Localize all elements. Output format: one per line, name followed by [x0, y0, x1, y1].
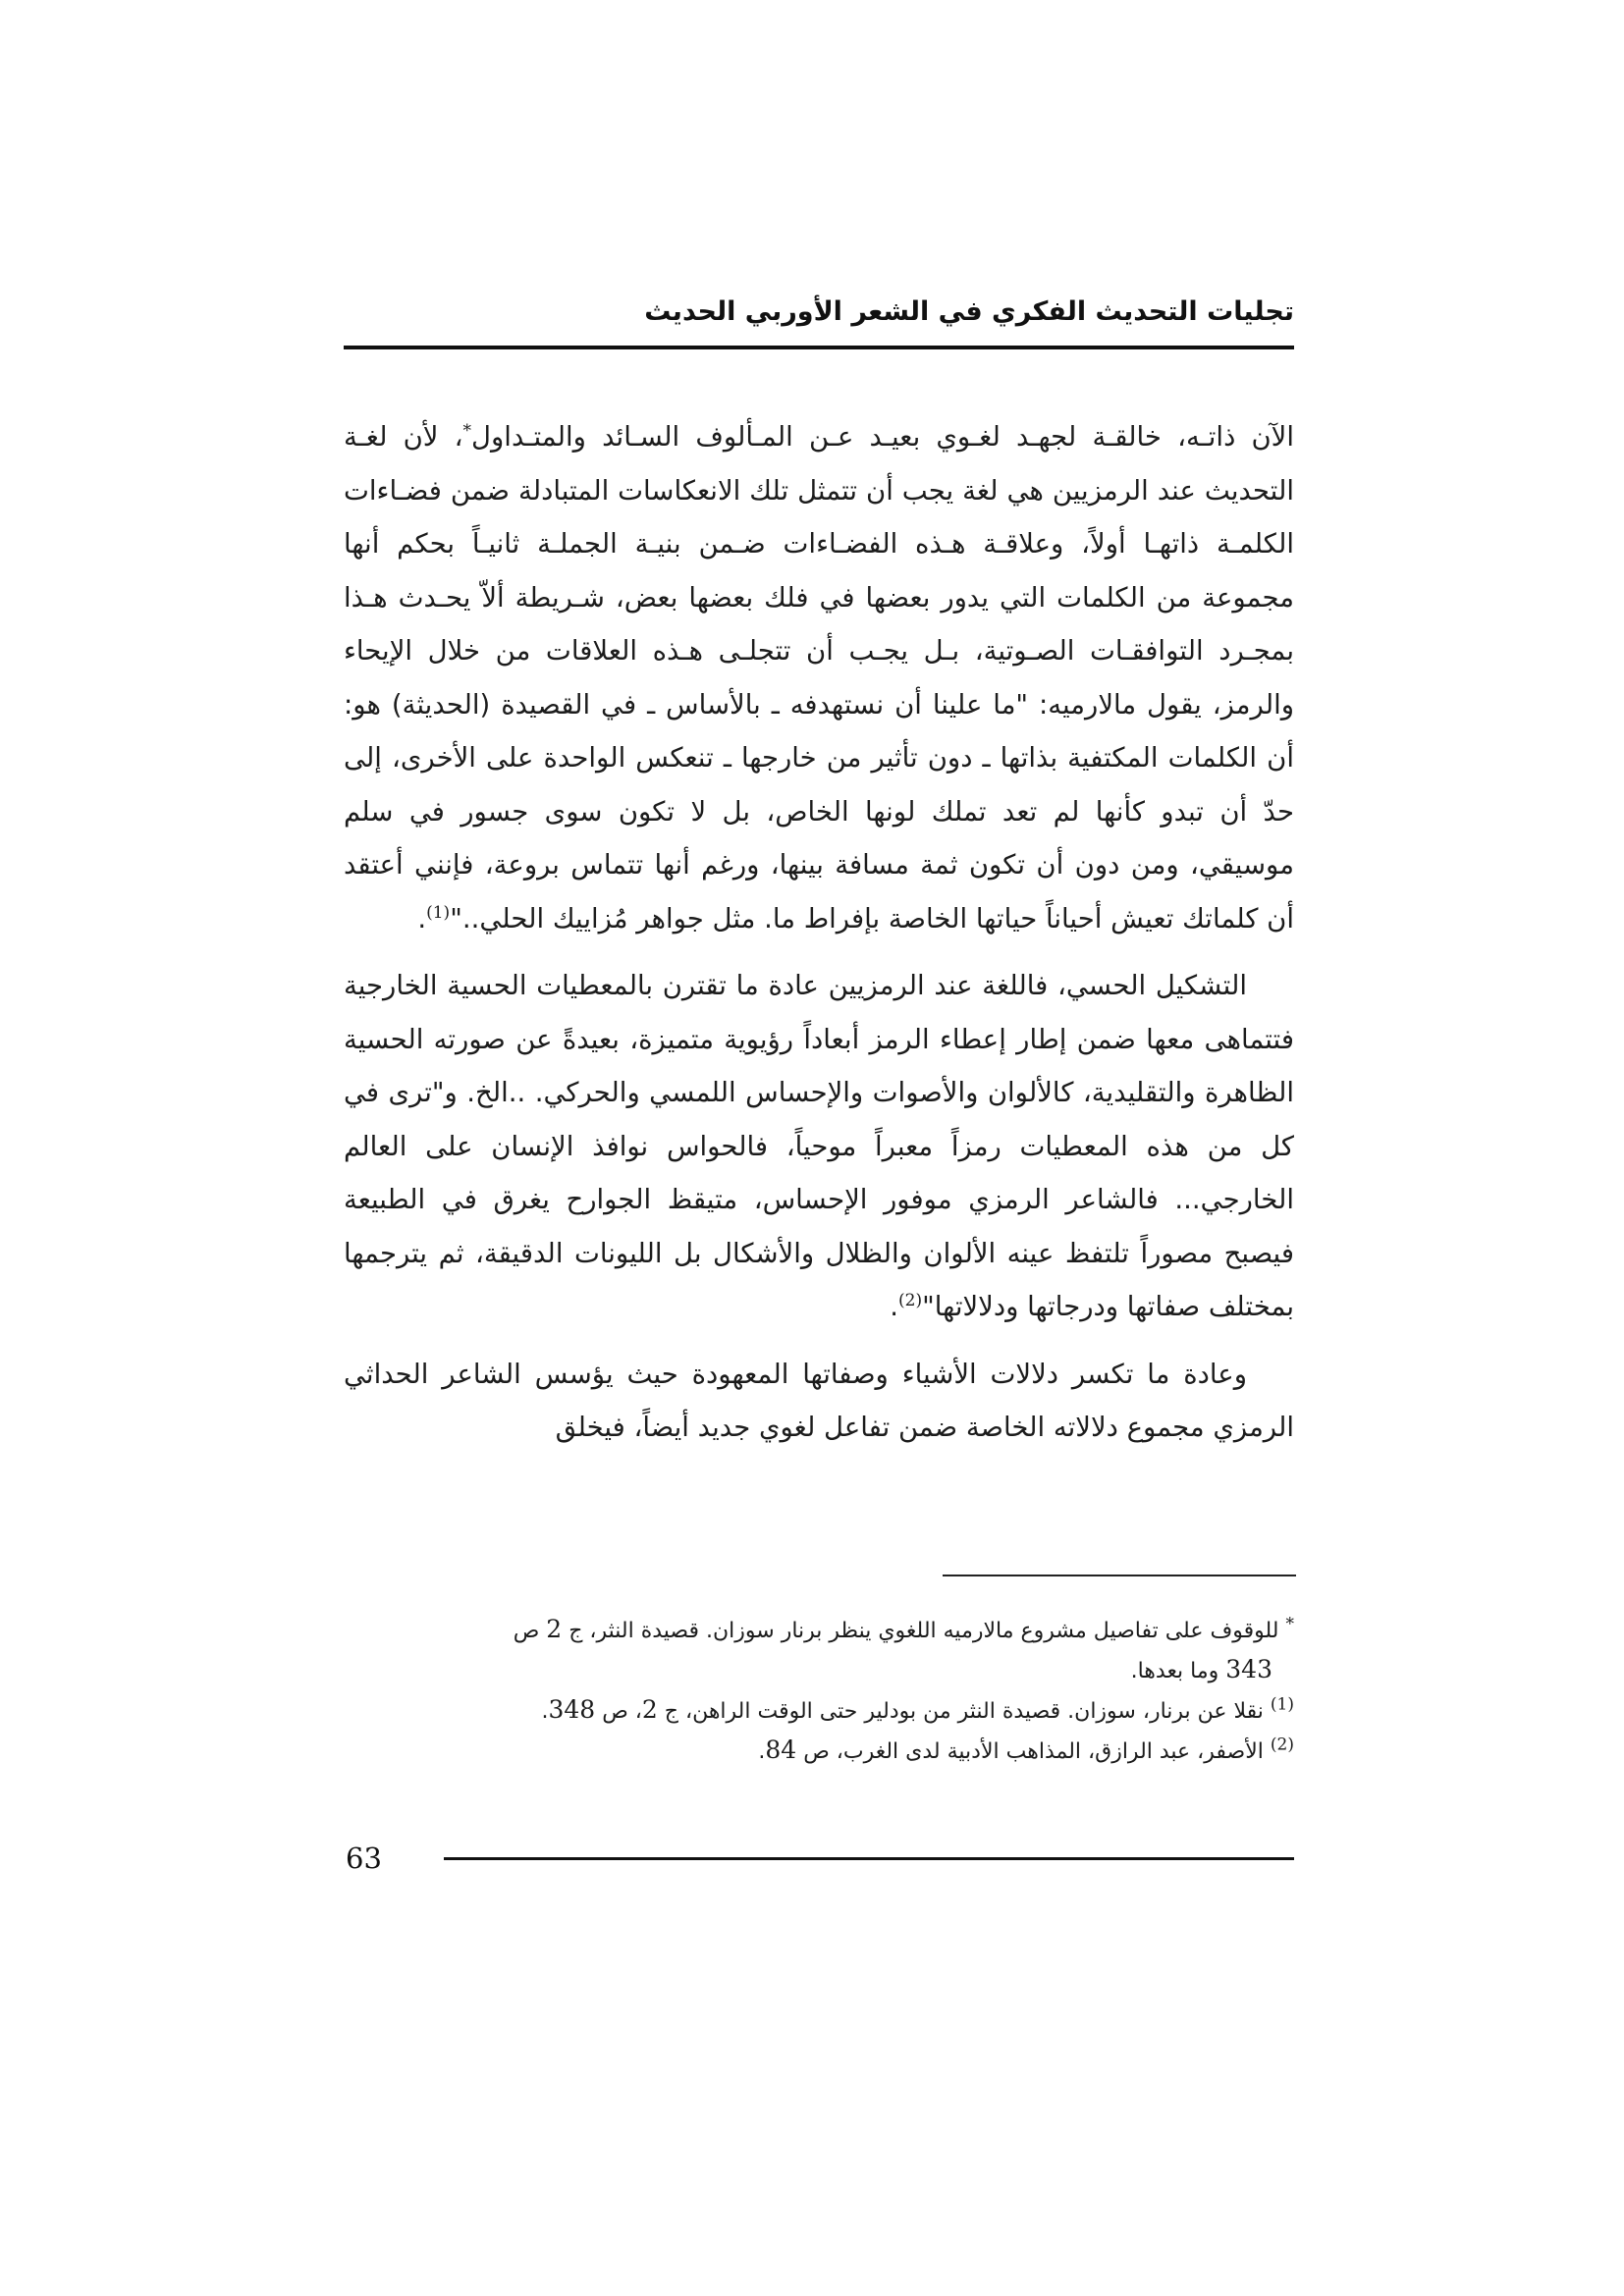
footnote-2-label: (2) [1270, 1735, 1294, 1755]
footnote-star-page: 343 [1225, 1655, 1272, 1683]
footnote-star-page-label: ص [513, 1619, 547, 1643]
footnotes [344, 1610, 1294, 1771]
footnote-star [344, 1610, 1294, 1650]
body-text [344, 410, 1294, 1468]
paragraph-3 [344, 1348, 1294, 1455]
footnote-ref-1: (1) [426, 902, 451, 923]
footnote-star-continued [344, 1650, 1294, 1690]
footnote-ref-2: (2) [898, 1290, 923, 1310]
footnote-star-label: * [1285, 1614, 1294, 1634]
footnote-1-page: 348 [548, 1695, 596, 1724]
footnote-2-end: . [758, 1739, 766, 1764]
footnote-1-mid: ، ص [595, 1699, 642, 1724]
paragraph-1-end: . [417, 902, 427, 934]
paragraph-2 [344, 959, 1294, 1334]
footnote-2-page: 84 [765, 1735, 797, 1764]
footnote-1 [344, 1690, 1294, 1731]
footnote-1-end: . [541, 1699, 549, 1724]
footnote-2 [344, 1731, 1294, 1771]
footer-rule [444, 1857, 1294, 1860]
paragraph-1-text-a: الآن ذاتـه، خالقـة لجهـد لغـوي بعيـد عـن المـألوف السـائد والمتـداول [471, 421, 1294, 453]
header-rule [344, 346, 1294, 349]
paragraph-2-text: التشكيل الحسي، فاللغة عند الرمزيين عادة ما تقترن بالمعطيات الحسية الخارجية فتتماهى معها ضمن إطار إعطاء الرمز أبعاداً رؤيوية متميزة، بعيدةً عن صورته الحسية الظاهرة والتقليدية، كالألوان والأصوات والإحساس اللمسي والحركي. ..الخ. و"ترى في كل من هذه المعطيات رمزاً معبراً موحياً، فالحواس نوافذ الإنسان على العالم الخارجي... فالشاعر الرمزي موفور الإحساس، متيقظ الجوارح يغرق في الطبيعة فيصبح مصوراً تلتفظ عينه الألوان والظلال والأشكال بل الليونات الدقيقة، ثم يترجمها بمختلف صفاتها ودرجاتها ودلالاتها" [344, 970, 1294, 1322]
footnote-1-volume: 2 [641, 1695, 658, 1724]
paragraph-3-text: وعادة ما تكسر دلالات الأشياء وصفاتها المعهودة حيث يؤسس الشاعر الحداثي الرمزي مجموع دلالاته الخاصة ضمن تفاعل لغوي جديد أيضاً، فيخلق [344, 1358, 1294, 1443]
footnote-1-text: نقلا عن برنار، سوزان. قصيدة النثر من بودلير حتى الوقت الراهن، ج [657, 1699, 1271, 1724]
running-header: تجليات التحديث الفكري في الشعر الأوربي الحديث [644, 296, 1294, 327]
footnote-2-text: الأصفر، عبد الرازق، المذاهب الأدبية لدى الغرب، ص [796, 1739, 1271, 1764]
page-number: 63 [346, 1842, 382, 1875]
footnote-1-label: (1) [1270, 1694, 1294, 1715]
paragraph-1-text-b: ، لأن لغـة التحديث عند الرمزيين هي لغة يجب أن تتمثل تلك الانعكاسات المتبادلة ضمن فضـاءات الكلمـة ذاتهـا أولاً، وعلاقـة هـذه الفضـاءات ضـمن بنيـة الجملـة ثانيـاً بحكم أنها مجموعة من الكلمات التي يدور بعضها في فلك بعضها بعض، شـريطة ألاّ يحـدث هـذا بمجـرد التوافقـات الصـوتية، بـل يجـب أن تتجلـى هـذه العلاقات من خلال الإيحاء والرمز، يقول مالارميه: "ما علينا أن نستهدفه ـ بالأساس ـ في القصيدة (الحديثة) هو: أن الكلمات المكتفية بذاتها ـ دون تأثير من خارجها ـ تنعكس الواحدة على الأخرى، إلى حدّ أن تبدو كأنها لم تعد تملك لونها الخاص، بل لا تكون سوى جسور في سلم موسيقي، ومن دون أن تكون ثمة مسافة بينها، ورغم أنها تتماس بروعة، فإنني أعتقد أن كلماتك تعيش أحياناً حياتها الخاصة بإفراط ما. مثل جواهر مُزاييك الحلي.." [344, 421, 1294, 934]
footnote-star-tail: وما بعدها. [1130, 1659, 1226, 1683]
footnote-separator [943, 1575, 1296, 1576]
paragraph-2-end: . [890, 1291, 898, 1322]
footnote-star-volume: 2 [546, 1615, 563, 1643]
footnote-star-marker: * [462, 420, 472, 441]
footnote-star-text: للوقوف على تفاصيل مشروع مالارميه اللغوي ينظر برنار سوزان. قصيدة النثر، ج [562, 1619, 1286, 1643]
paragraph-1 [344, 410, 1294, 945]
